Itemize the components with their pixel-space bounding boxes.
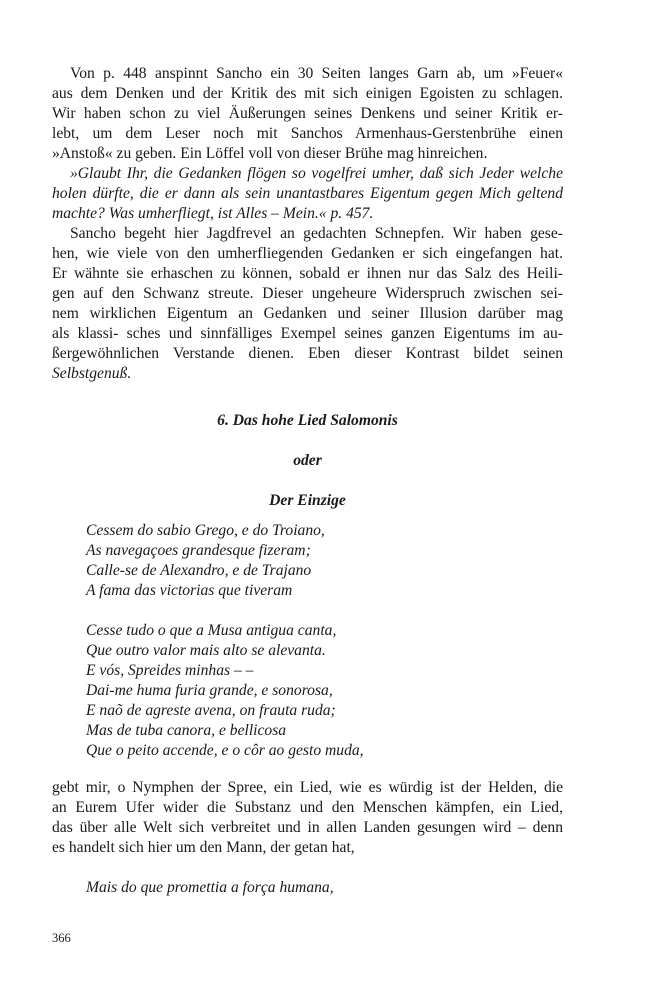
- paragraph-1-line-3: Wir haben schon zu viel Äußerungen seines Denkens und seiner Kritik er-: [52, 105, 563, 122]
- stanza-2-line-5: E naõ de agreste avena, on frauta ruda;: [86, 702, 336, 719]
- stanza-2-line-6: Mas de tuba canora, e bellicosa: [86, 722, 287, 739]
- paragraph-2-line-3: Er wähnte sie erhaschen zu können, sobald er ihnen nur das Salz des Heili-: [52, 265, 563, 282]
- quote-line-2: holen dürfte, die er dann als sein unantastbares Eigentum gegen Mich geltend: [52, 185, 563, 202]
- stanza-1-line-3: Calle-se de Alexandro, e de Trajano: [86, 562, 312, 579]
- quote-line-3: machte? Was umherfliegt, ist Alles – Mein.« p. 457.: [52, 205, 374, 222]
- paragraph-1-line-4: lebt, um dem Leser noch mit Sanchos Armenhaus-Gerstenbrühe einen: [52, 125, 563, 142]
- quote-line-1: »Glaubt Ihr, die Gedanken flögen so vogelfrei umher, daß sich Jeder welche: [70, 165, 563, 182]
- page-number: 366: [52, 931, 71, 945]
- stanza-2-line-3: E vós, Spreides minhas – –: [86, 662, 254, 679]
- paragraph-2-line-4: gen auf den Schwanz streute. Dieser ungeheure Widerspruch zwischen sei-: [52, 285, 563, 302]
- stanza-1-line-4: A fama das victorias que tiveram: [86, 582, 293, 599]
- section-subtitle: Der Einzige: [269, 492, 346, 509]
- section-title-oder: oder: [293, 452, 322, 469]
- paragraph-2-line-2: hen, wie viele von den umherfliegenden Gedanken er sich eingefangen hat.: [52, 245, 563, 262]
- paragraph-1-line-5: »Anstoß« zu geben. Ein Löffel voll von dieser Brühe mag hinreichen.: [52, 145, 488, 162]
- paragraph-2-line-7: ßergewöhnlichen Verstande dienen. Eben dieser Kontrast bildet seinen: [52, 345, 563, 362]
- stanza-2-line-7: Que o peito accende, e o côr ao gesto muda,: [86, 742, 364, 759]
- paragraph-3-line-3: das über alle Welt sich verbreitet und in allen Landen gesungen wird – denn: [52, 819, 563, 836]
- paragraph-2-line-1: Sancho begeht hier Jagdfrevel an gedachten Schnepfen. Wir haben gese-: [70, 225, 563, 242]
- stanza-2-line-2: Que outro valor mais alto se alevanta.: [86, 642, 326, 659]
- paragraph-3-line-2: an Eurem Ufer wider die Substanz und den Menschen kämpfen, ein Lied,: [52, 799, 563, 816]
- paragraph-2-line-6: als klassi- sches und sinnfälliges Exempel seines ganzen Eigentums im au-: [52, 325, 563, 342]
- stanza-2-line-1: Cesse tudo o que a Musa antigua canta,: [86, 622, 337, 639]
- stanza-1-line-2: As navegaçoes grandesque fizeram;: [86, 542, 311, 559]
- paragraph-2-line-5: nem wirklichen Eigentum an Gedanken und seiner Illusion darüber mag: [52, 305, 563, 322]
- stanza-1-line-1: Cessem do sabio Grego, e do Troiano,: [86, 522, 325, 539]
- paragraph-1-line-2: aus dem Denken und der Kritik des mit sich einigen Egoisten zu schlagen.: [52, 85, 563, 102]
- paragraph-3-line-4: es handelt sich hier um den Mann, der getan hat,: [52, 839, 355, 856]
- paragraph-3-line-1: gebt mir, o Nymphen der Spree, ein Lied, wie es würdig ist der Helden, die: [52, 779, 563, 796]
- section-title: 6. Das hohe Lied Salomonis: [217, 412, 398, 429]
- paragraph-2-line-8: Selbstgenuß.: [52, 365, 132, 382]
- stanza-3-line-1: Mais do que promettia a força humana,: [86, 879, 334, 896]
- stanza-2-line-4: Dai-me huma furia grande, e sonorosa,: [86, 682, 333, 699]
- paragraph-1-line-1: Von p. 448 anspinnt Sancho ein 30 Seiten langes Garn ab, um »Feuer«: [70, 65, 563, 82]
